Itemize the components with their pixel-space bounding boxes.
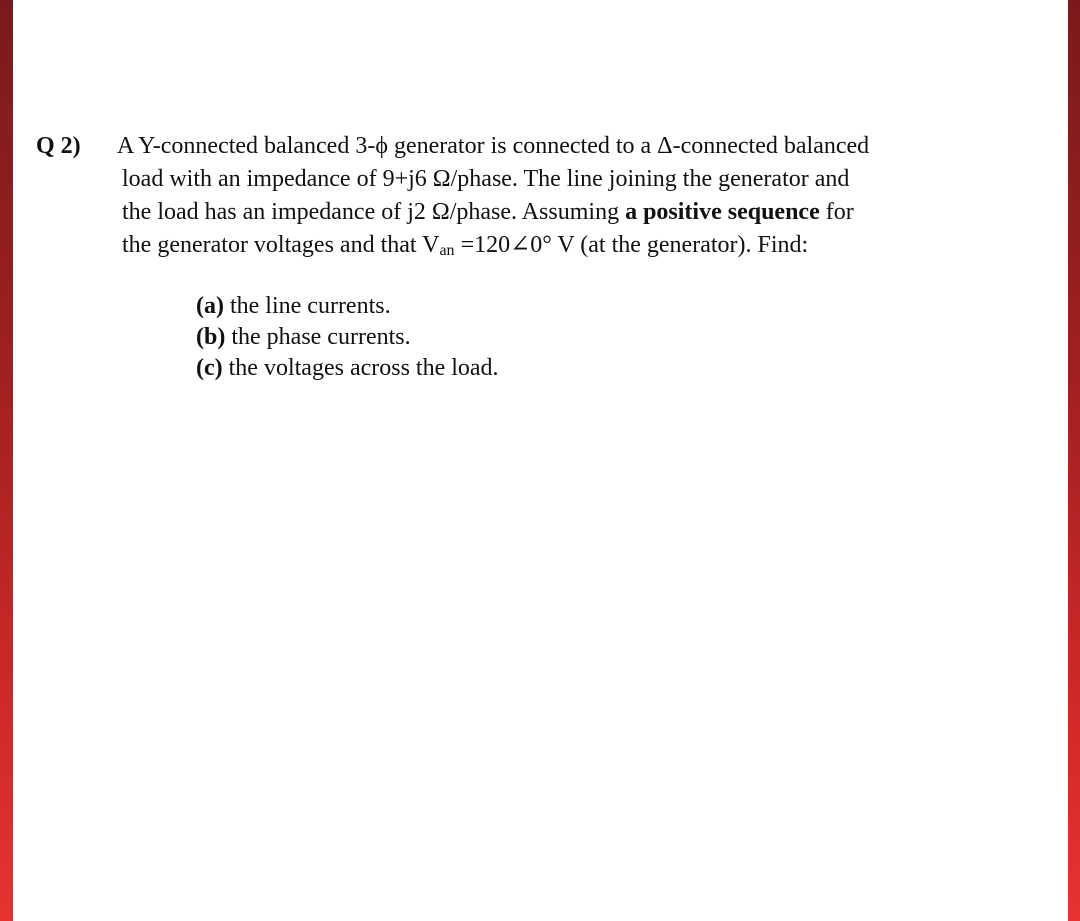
question-parts-list bbox=[196, 291, 499, 384]
question-line-3-start: the load has an impedance of j2 Ω/phase. Assuming bbox=[122, 199, 626, 225]
part-a-text: the line currents. bbox=[223, 293, 391, 319]
question-line-4-start: the generator voltages and that V bbox=[122, 232, 440, 258]
question-line-2: load with an impedance of 9+j6 Ω/phase. The line joining the generator and bbox=[122, 166, 850, 192]
part-a-label: (a) bbox=[196, 293, 224, 319]
voltage-subscript: an bbox=[439, 242, 455, 259]
question-part-a bbox=[196, 291, 499, 322]
part-b-text: the phase currents. bbox=[225, 324, 411, 350]
part-c-label: (c) bbox=[196, 355, 223, 381]
question-line-4 bbox=[122, 231, 808, 265]
question-part-c bbox=[196, 353, 499, 384]
emphasis-positive-sequence: a positive sequence bbox=[625, 199, 820, 225]
question-line-1: A Y-connected balanced 3-ϕ generator is connected to a Δ-connected balanced bbox=[117, 133, 870, 159]
question-part-b bbox=[196, 322, 499, 353]
part-b-label: (b) bbox=[196, 324, 226, 350]
question-line-4-end: =120∠0° V (at the generator). Find: bbox=[454, 232, 809, 258]
question-number: Q 2) bbox=[36, 133, 81, 159]
question-line-3-end: for bbox=[819, 199, 854, 225]
question-line-3 bbox=[122, 198, 854, 226]
part-c-text: the voltages across the load. bbox=[222, 355, 499, 381]
document-page bbox=[13, 0, 1068, 921]
